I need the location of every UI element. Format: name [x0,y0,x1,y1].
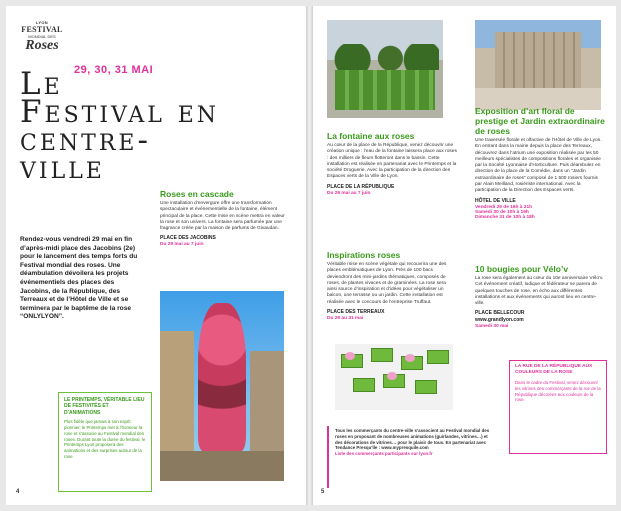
article-link[interactable]: www.grandlyon.com [475,317,524,324]
logo-line-1: LYON [36,20,48,25]
garden-boxes-photo [335,344,453,410]
logo-line-2: FESTIVAL [21,25,63,34]
commercants-info-box [327,426,501,488]
article-velov [475,264,605,329]
info-box-link[interactable]: Liste des commerçants participants sur lyon.fr [335,451,433,457]
fountain-photo [327,20,443,118]
page-title: Le Festival en centre-ville [20,66,220,186]
article-dates: Samedi 30 mai [475,324,509,330]
rose-tower-photo [160,291,284,481]
article-title: Inspirations roses [327,250,401,260]
article-exposition-art-floral [475,106,605,220]
article-body: Véritable mise en scène végétale qui recouvrira une des places emblématiques de Lyon. Près de 100 bacs deviendront des mini-jardins thématiques, composés de roses, de plantes vivaces et de graminées. La rose sera ainsi source d’inspiration et d’idées pour végétaliser un balcon, une terrasse ou un jardin. Cette installation est réalisée avec le concours de l’entreprise Truffaut. [327,262,447,305]
article-body: La rose sera également au cœur du 10e anniversaire Vélo’v. Cet événement créatif, ludique et fédérateur se parera de quelques touches de rose, en écho aux différentes installations et aux événements qui auront lieu en centre-ville. [475,276,604,307]
page-number: 4 [16,489,20,495]
article-hours-sunday: Dimanche 31 de 10h à 18h [475,214,535,220]
article-body: Une traversée florale et olfactive de l’Hôtel de Ville de Lyon. En entrant dans la mairie depuis la place des Terreaux, découvrez dans l’atrium une exposition réalisée par les 50 meilleurs spécialistes de compositions florales et organisée par la Société Lyonnaise d’Horticulture. Puis déambulez en direction de la place de la Comédie, dans un “Jardin extraordinaire de roses” composé de 1 500 rosiers fournis par Alain Meilland, rosiériste international. Avec la participation de la Direction des Espaces verts. [475,138,602,194]
info-box-body: Plus fidèle que jamais à son esprit pionnier, le Printemps met à l’honneur la rose et s’associe au Festival mondial des roses. Durant toute la durée du festival, le Printemps Lyon proposera des animations et des surprises autour de la rose. [64,419,146,459]
logo-line-4: Roses [25,38,59,53]
info-box-title: LA RUE DE LA RÉPUBLIQUE AUX COULEURS DE LA ROSE [515,364,593,375]
article-title: Exposition d’art floral de prestige et Jardin extraordinaire de roses [475,106,605,136]
printemps-info-box [58,392,152,492]
article-dates: Du 29 mai au 7 juin [327,190,371,196]
hotel-de-ville-photo [475,20,601,110]
article-venue: HÔTEL DE VILLE [475,197,516,204]
article-venue: PLACE DES TERREAUX [327,309,385,316]
left-page [6,6,306,505]
article-body: Au cœur de la place de la République, venez découvrir une création unique : l’eau de la fontaine laissera place aux roses : des milliers de fleurs flotteront dans le bassin. Cette installation est réalisée en partenariat avec le Printemps et la société Droguerie. Avec la participation de la direction des Espaces verts de la Ville de Lyon. [327,143,457,180]
info-box-body: Tous les commerçants du centre-ville s’associent au Festival mondial des roses en proposant de nombreuses animations (guirlandes, vitrines…) et des décorations de vitrines… pour le plaisir de tous. En partenariat avec Tendance Presqu’île : www.mypresquile.com [335,428,490,451]
article-roses-en-cascade [160,189,288,247]
article-inspirations-roses [327,250,457,321]
article-dates: Du 29 au 31 mai [327,316,364,322]
article-hours-friday: Vendredi 29 de 16h à 21h [475,204,533,210]
info-box-title: LE PRINTEMPS, VÉRITABLE LIEU DE FESTIVITÉS ET D’ANIMATIONS [64,397,145,416]
intro-paragraph: Rendez-vous vendredi 29 mai en fin d’après-midi place des Jacobins (2e) pour le lancement des temps forts du Festival mondial des roses. Une déambulation dévoilera les projets événementiels des places des Jacobins, de la République, des Terreaux et de l’Hôtel de Ville et se terminera par le baptême de la rose “ONLYLYON”. [20,236,138,321]
rue-republique-info-box [509,360,607,454]
logo-line-3: MONDIAL DES [28,34,56,39]
article-dates: Du 29 mai au 7 juin [160,242,204,248]
article-fontaine-aux-roses [327,131,457,196]
article-hours-saturday: Samedi 30 de 10h à 19h [475,209,529,215]
article-body: Une installation d’envergure offre une transformation spectaculaire et événementielle de la fontaine, élément principal de la place. Cette mise en scène mettra en valeur la rose et son univers. La fontaine sera parfumée par une fragrance créée par la maison de parfums de Givaudan. [160,201,285,232]
article-title: La fontaine aux roses [327,131,415,141]
page-number: 5 [321,489,325,495]
article-venue: PLACE DES JACOBINS [160,235,216,242]
info-box-body: Dans le cadre du Festival, venez découvrir les vitrines des commerçants de la rue de la République décorées aux couleurs de la rose. [515,380,601,403]
right-page [313,6,616,505]
article-venue: PLACE DE LA RÉPUBLIQUE [327,183,395,190]
article-title: Roses en cascade [160,189,234,199]
page-spine [306,6,313,505]
festival-logo [20,20,64,52]
festival-dates: 29, 30, 31 MAI [74,64,154,76]
article-venue: PLACE BELLECOUR [475,310,525,317]
article-title: 10 bougies pour Vélo’v [475,264,569,274]
